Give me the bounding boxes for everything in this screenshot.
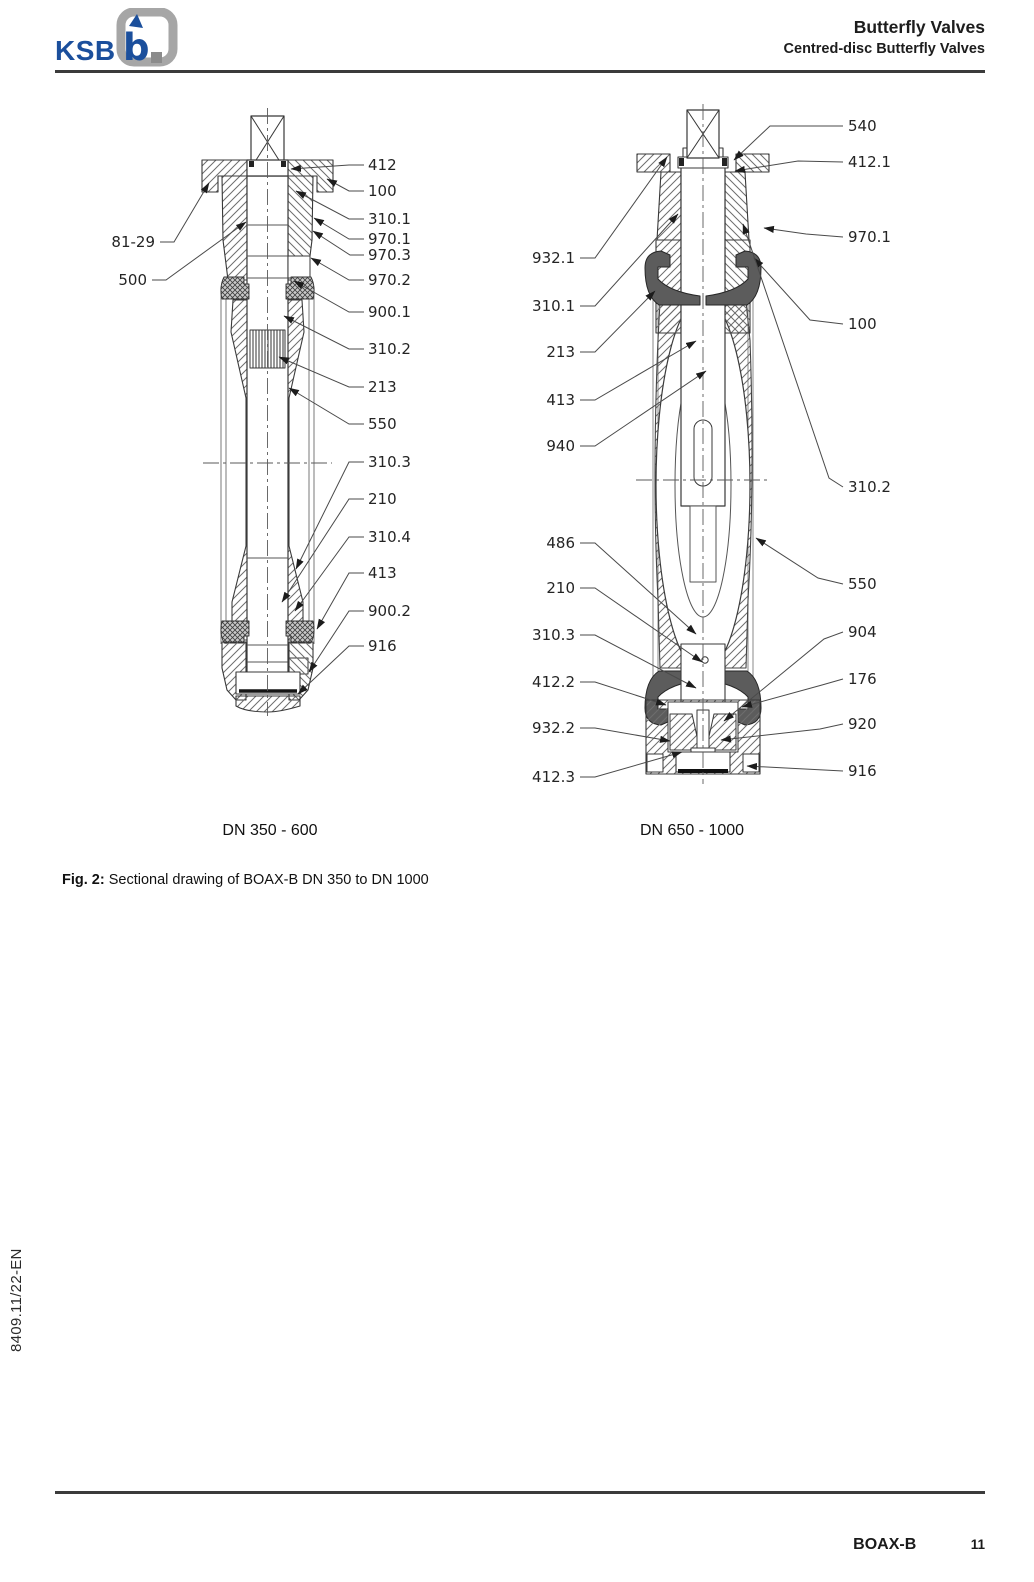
svg-text:920: 920 — [848, 715, 877, 733]
svg-text:413: 413 — [546, 391, 575, 409]
svg-text:940: 940 — [546, 437, 575, 455]
document-number: 8409.11/22-EN — [8, 1248, 25, 1352]
figure-caption-text: Sectional drawing of BOAX-B DN 350 to DN 1000 — [104, 872, 429, 888]
svg-text:412.3: 412.3 — [532, 768, 575, 786]
svg-text:412.1: 412.1 — [848, 153, 891, 171]
svg-text:100: 100 — [848, 315, 877, 333]
footer-page-number: 11 — [970, 1537, 985, 1552]
callout-100 — [327, 179, 397, 200]
footer — [55, 1536, 985, 1554]
svg-text:210: 210 — [546, 579, 575, 597]
ksb-logo-text: KSB — [55, 35, 116, 66]
svg-text:413: 413 — [368, 564, 397, 582]
svg-text:900.1: 900.1 — [368, 303, 411, 321]
svg-text:550: 550 — [848, 575, 877, 593]
svg-text:310.4: 310.4 — [368, 528, 411, 546]
header-rule — [55, 70, 985, 73]
page-subtitle: Centred-disc Butterfly Valves — [783, 40, 985, 57]
svg-text:970.3: 970.3 — [368, 246, 411, 264]
page-title: Butterfly Valves — [853, 17, 985, 37]
caption-dn650-1000: DN 650 - 1000 — [639, 822, 745, 839]
svg-text:916: 916 — [848, 762, 877, 780]
ksb-logo — [55, 8, 185, 70]
svg-text:310.1: 310.1 — [532, 297, 575, 315]
svg-text:970.1: 970.1 — [368, 230, 411, 248]
svg-text:310.2: 310.2 — [368, 340, 411, 358]
figure-caption-label: Fig. 2: — [62, 872, 105, 888]
svg-text:176: 176 — [848, 670, 877, 688]
ksb-logo-b: b — [123, 26, 150, 69]
svg-text:310.1: 310.1 — [368, 210, 411, 228]
callout-310.2 — [743, 224, 891, 496]
svg-text:213: 213 — [546, 343, 575, 361]
svg-text:81-29: 81-29 — [111, 233, 155, 251]
ksb-logo-graphic — [55, 8, 185, 70]
shaft-key-top — [288, 256, 310, 278]
footer-rule — [55, 1491, 985, 1494]
callout-970.1 — [764, 228, 891, 246]
callout-932.1 — [532, 157, 667, 267]
svg-text:970.1: 970.1 — [848, 228, 891, 246]
callout-81-29 — [111, 183, 209, 251]
valve-section-dn350-600 — [202, 108, 333, 716]
caption-dn350-600: DN 350 - 600 — [222, 822, 318, 839]
svg-text:500: 500 — [118, 271, 147, 289]
svg-text:310.3: 310.3 — [368, 453, 411, 471]
callout-100 — [754, 258, 877, 333]
svg-text:412.2: 412.2 — [532, 673, 575, 691]
callout-916 — [747, 762, 877, 780]
svg-text:486: 486 — [546, 534, 575, 552]
figure-caption — [62, 872, 429, 888]
svg-text:310.3: 310.3 — [532, 626, 575, 644]
svg-text:904: 904 — [848, 623, 877, 641]
svg-text:210: 210 — [368, 490, 397, 508]
svg-text:540: 540 — [848, 117, 877, 135]
callout-550 — [756, 538, 877, 593]
svg-text:970.2: 970.2 — [368, 271, 411, 289]
svg-text:932.2: 932.2 — [532, 719, 575, 737]
svg-text:900.2: 900.2 — [368, 602, 411, 620]
callout-310.3 — [296, 453, 411, 569]
svg-text:213: 213 — [368, 378, 397, 396]
svg-text:310.2: 310.2 — [848, 478, 891, 496]
valve-section-dn650-1000 — [636, 104, 770, 784]
svg-text:550: 550 — [368, 415, 397, 433]
footer-product-name: BOAX-B — [853, 1536, 917, 1553]
svg-text:916: 916 — [368, 637, 397, 655]
ksb-logo-dot — [151, 52, 162, 63]
callout-176 — [742, 670, 877, 707]
svg-text:932.1: 932.1 — [532, 249, 575, 267]
svg-text:100: 100 — [368, 182, 397, 200]
svg-text:412: 412 — [368, 156, 397, 174]
